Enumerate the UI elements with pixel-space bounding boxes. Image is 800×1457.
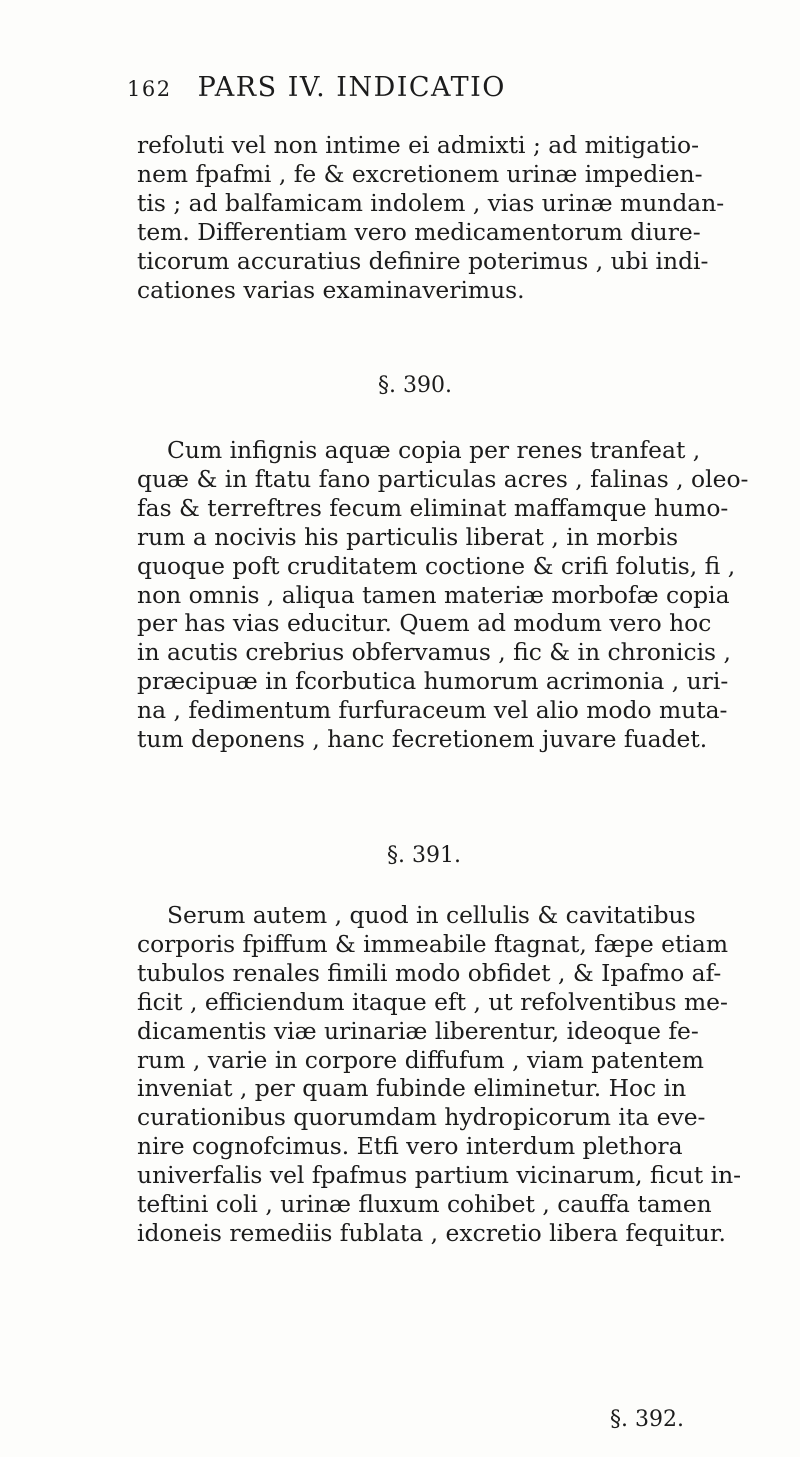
text-line: quoque poft cruditatem coctione & crifi folutis, fi ,: [137, 551, 736, 580]
page-number: 162: [127, 77, 172, 101]
text-line: Serum autem , quod in cellulis & cavitatibus: [167, 901, 696, 929]
text-line: ticorum accuratius definire poterimus , ubi indi-: [137, 246, 709, 275]
running-title: PARS IV. INDICATIO: [197, 72, 506, 103]
running-head: [127, 72, 506, 103]
text-line: nem fpafmi , fe & excretionem urinæ impedien-: [137, 159, 703, 188]
paragraph-1: [137, 131, 727, 304]
text-line: non omnis , aliqua tamen materiæ morbofæ copia: [137, 580, 730, 609]
paragraph-3: [137, 901, 742, 1248]
text-line: Cum infignis aquæ copia per renes tranfeat ,: [167, 436, 701, 464]
text-line: curationibus quorumdam hydropicorum ita eve-: [137, 1103, 706, 1132]
section-heading-391: §. 391.: [387, 843, 461, 868]
text-line: rum , varie in corpore diffufum , viam patentem: [137, 1045, 704, 1074]
text-line: idoneis remediis fublata , excretio libera fequitur.: [137, 1218, 726, 1247]
text-line: tum deponens , hanc fecretionem juvare fuadet.: [137, 725, 708, 754]
text-line: per has vias educitur. Quem ad modum vero hoc: [137, 609, 712, 638]
text-line: univerfalis vel fpafmus partium vicinarum, ficut in-: [137, 1161, 742, 1190]
text-line: inveniat , per quam fubinde eliminetur. Hoc in: [137, 1074, 687, 1103]
paragraph-2: [137, 436, 749, 754]
text-line: dicamentis viæ urinariæ liberentur, ideoque fe-: [137, 1016, 699, 1045]
text-line: cationes varias examinaverimus.: [137, 275, 525, 304]
text-line: rum a nocivis his particulis liberat , in morbis: [137, 522, 679, 551]
text-line: refoluti vel non intime ei admixti ; ad mitigatio-: [137, 131, 699, 159]
section-heading-390: §. 390.: [378, 373, 452, 398]
text-line: tis ; ad balfamicam indolem , vias urinæ mundan-: [137, 188, 725, 217]
text-line: tem. Differentiam vero medicamentorum diure-: [137, 217, 701, 246]
text-line: quæ & in ftatu fano particulas acres , falinas , oleo-: [137, 464, 749, 493]
catchword: §. 392.: [610, 1407, 684, 1432]
text-line: præcipuæ in fcorbutica humorum acrimonia , uri-: [137, 667, 729, 696]
text-line: in acutis crebrius obfervamus , fic & in chronicis ,: [137, 638, 731, 667]
text-line: tubulos renales fimili modo obfidet , & Ipafmo af-: [137, 958, 722, 987]
text-line: corporis fpiffum & immeabile ftagnat, fæpe etiam: [137, 929, 729, 958]
text-line: na , fedimentum furfuraceum vel alio modo muta-: [137, 696, 728, 725]
text-line: nire cognofcimus. Etfi vero interdum plethora: [137, 1132, 683, 1161]
text-line: ficit , efficiendum itaque eft , ut refolventibus me-: [137, 987, 728, 1016]
text-line: fas & terreftres fecum eliminat maffamque humo-: [137, 493, 729, 522]
text-line: teftini coli , urinæ fluxum cohibet , cauffa tamen: [137, 1190, 712, 1219]
